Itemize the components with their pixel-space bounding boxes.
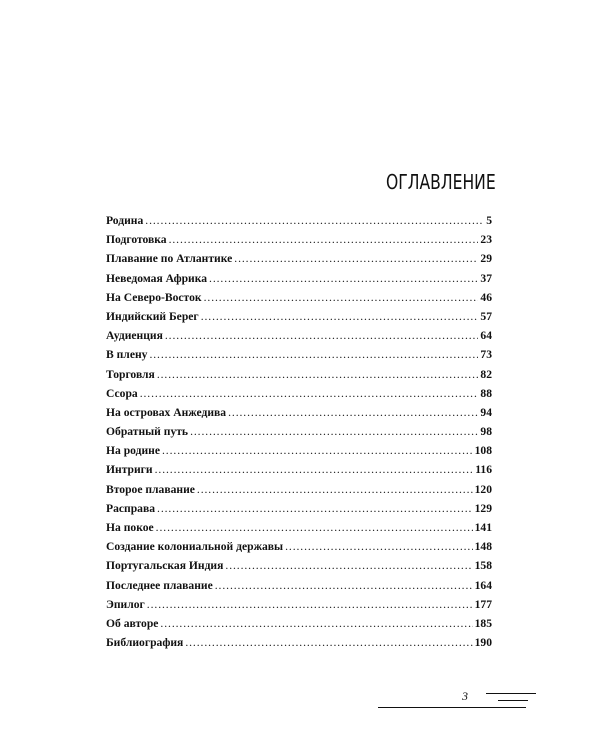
toc-entry	[106, 576, 492, 595]
toc-entry-page: 185	[474, 616, 492, 630]
toc-entry-page: 116	[475, 463, 492, 477]
toc-dot-leader	[228, 403, 478, 422]
toc-dot-leader	[147, 595, 473, 614]
toc-dot-leader	[185, 633, 472, 652]
toc-dot-leader	[156, 518, 473, 537]
toc-entry-page: 120	[474, 482, 492, 496]
toc-entry	[106, 384, 492, 403]
toc-entry-page: 164	[474, 578, 492, 592]
toc-entry	[106, 326, 492, 345]
toc-entry-title: Родина	[106, 214, 144, 227]
toc-entry	[106, 518, 492, 537]
toc-entry-page: 37	[480, 271, 492, 285]
toc-entry	[106, 422, 492, 441]
footer-rule-bottom	[482, 707, 526, 708]
toc-entry-title: Второе плавание	[106, 482, 195, 496]
toc-entry	[106, 614, 492, 633]
toc-entry-page: 108	[474, 444, 492, 458]
toc-dot-leader	[157, 365, 479, 384]
toc-entry-page: 82	[480, 367, 492, 381]
footer-rule-middle	[498, 700, 528, 701]
toc-dot-leader	[157, 499, 473, 518]
toc-entry-page: 98	[480, 425, 492, 439]
toc-entry	[106, 249, 492, 268]
toc-entry-page: 46	[480, 290, 492, 304]
toc-entry-title: Аудиенция	[106, 329, 163, 343]
toc-dot-leader	[209, 269, 478, 288]
toc-entry-page: 190	[474, 636, 492, 650]
toc-dot-leader	[162, 441, 473, 460]
toc-entry-page: 148	[474, 540, 492, 554]
toc-entry-title: В плену	[106, 348, 148, 362]
toc-entry-title: На островах Анжедива	[106, 405, 227, 419]
page-footer	[378, 685, 538, 715]
toc-entry-title: Последнее плавание	[106, 578, 213, 592]
toc-entry-page: 141	[474, 521, 492, 534]
toc-dot-leader	[285, 537, 473, 556]
toc-entry-title: На Северо-Восток	[106, 290, 202, 304]
toc-dot-leader	[225, 556, 472, 575]
toc-entry-page: 57	[480, 309, 492, 323]
toc-entry-title: Библиография	[106, 636, 184, 650]
toc-entry	[106, 230, 492, 249]
page-title: ОГЛАВЛЕНИЕ	[386, 170, 496, 194]
toc-dot-leader	[204, 288, 479, 307]
toc-entry-page: 23	[480, 233, 492, 247]
toc-dot-leader	[201, 307, 479, 326]
footer-rule-top	[486, 693, 536, 694]
toc-entry-page: 129	[474, 501, 492, 515]
toc-dot-leader	[155, 460, 474, 479]
footer-rule-left	[378, 707, 496, 708]
toc-dot-leader	[140, 384, 479, 403]
toc-entry-title: Расправа	[106, 501, 156, 515]
toc-entry	[106, 595, 492, 614]
toc-entry	[106, 288, 492, 307]
toc-entry-page: 64	[480, 329, 492, 343]
toc-entry-title: Индийский Берег	[106, 309, 199, 323]
toc-entry	[106, 211, 492, 230]
toc-entry	[106, 365, 492, 384]
toc-entry	[106, 403, 492, 422]
toc-entry-title: Торговля	[106, 367, 155, 381]
toc-dot-leader	[234, 249, 478, 268]
page-number: 3	[462, 689, 468, 703]
toc-entry	[106, 269, 492, 288]
toc-entry-title: Ссора	[106, 386, 138, 400]
toc-dot-leader	[160, 614, 472, 633]
toc-entry-title: На покое	[106, 521, 154, 534]
toc-dot-leader	[190, 422, 478, 441]
toc-entry	[106, 441, 492, 460]
toc-entry-title: Эпилог	[106, 597, 145, 611]
toc-entry	[106, 480, 492, 499]
toc-entry-page: 5	[486, 214, 492, 227]
toc-entry-title: Неведомая Африка	[106, 271, 208, 285]
toc-entry	[106, 499, 492, 518]
toc-entry	[106, 345, 492, 364]
toc-entry-title: Подготовка	[106, 233, 167, 247]
toc-entry	[106, 307, 492, 326]
toc-entry-page: 177	[474, 597, 492, 611]
toc-entry-title: Плавание по Атлантике	[106, 252, 233, 266]
toc-entry-title: Создание колониальной державы	[106, 540, 284, 554]
toc-dot-leader	[215, 576, 473, 595]
toc-entry-title: На родине	[106, 444, 160, 458]
toc-dot-leader	[145, 211, 484, 230]
toc-entry	[106, 633, 492, 652]
toc-entry-page: 73	[480, 348, 492, 362]
toc-entry-title: Обратный путь	[106, 425, 189, 439]
toc-entry-page: 94	[480, 405, 492, 419]
toc-entry	[106, 460, 492, 479]
toc-dot-leader	[197, 480, 473, 499]
toc-entry-title: Португальская Индия	[106, 559, 224, 573]
toc-dot-leader	[149, 345, 478, 364]
toc-dot-leader	[165, 326, 479, 345]
toc-entry-title: Интриги	[106, 463, 153, 477]
toc-entry-page: 29	[480, 252, 492, 266]
toc-entry	[106, 556, 492, 575]
toc-dot-leader	[169, 230, 479, 249]
toc-entry-page: 88	[480, 386, 492, 400]
toc-entry-title: Об авторе	[106, 616, 159, 630]
toc-entry	[106, 537, 492, 556]
toc-entry-page: 158	[474, 559, 492, 573]
table-of-contents	[106, 211, 492, 652]
